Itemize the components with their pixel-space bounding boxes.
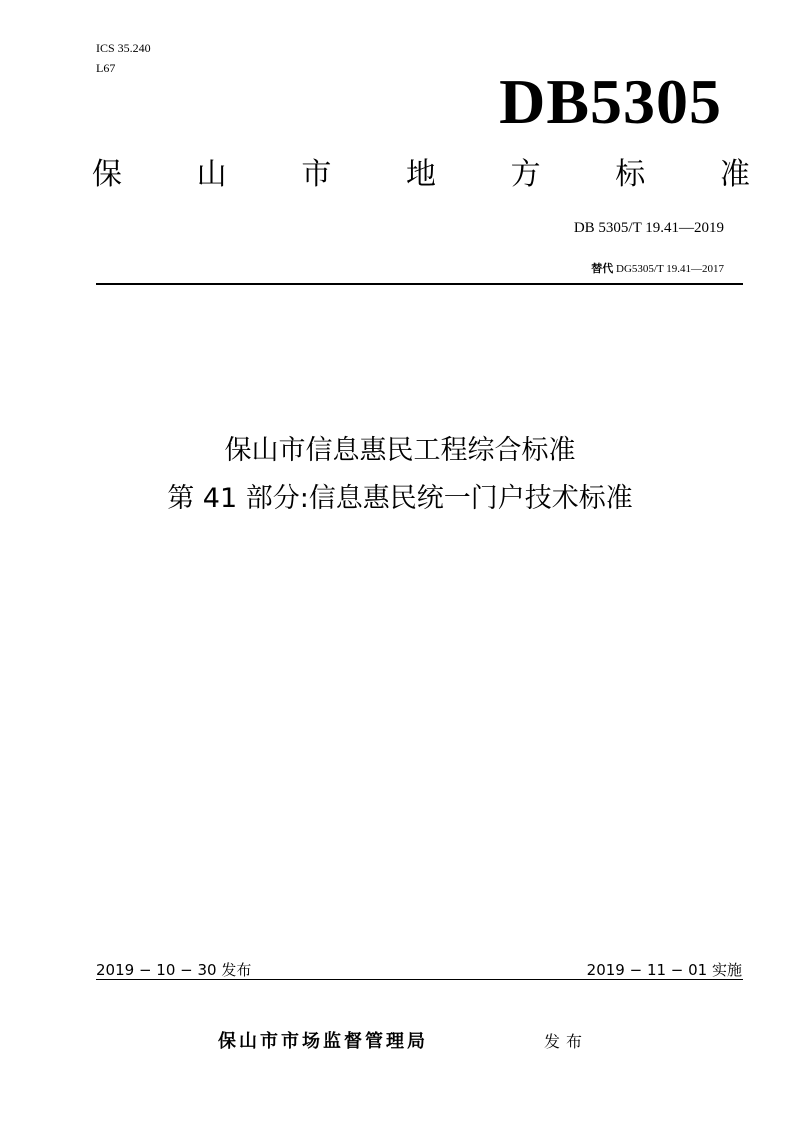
standard-type-char: 保 [92,157,122,192]
standard-type-char: 地 [405,157,436,192]
header-divider [96,283,743,285]
standard-type-char: 标 [615,157,646,192]
standard-type-char: 方 [510,157,541,192]
replaces-label: 替代 [591,262,614,275]
replaces-note [591,262,724,276]
issuing-authority: 保山市市场监督管理局 [218,1031,428,1052]
standard-type [92,155,750,195]
release-label: 发布 [544,1032,589,1051]
ics-code: ICS 35.240 [96,41,151,55]
classification-code: L67 [96,61,116,75]
standard-type-char: 市 [301,157,332,192]
implementation-date: 2019 − 11 − 01 实施 [586,961,742,979]
standard-number: DB 5305/T 19.41—2019 [573,220,724,236]
replaces-number: DG5305/T 19.41—2017 [616,263,724,275]
document-title: 保山市信息惠民工程综合标准 [224,435,576,466]
document-subtitle: 第 41 部分:信息惠民统一门户技术标准 [167,483,633,514]
standard-code: DB5305 [499,66,722,137]
footer-divider [96,979,743,980]
issue-date: 2019 − 10 − 30 发布 [96,961,252,979]
standard-type-char: 准 [719,157,750,192]
standard-type-char: 山 [196,157,227,192]
